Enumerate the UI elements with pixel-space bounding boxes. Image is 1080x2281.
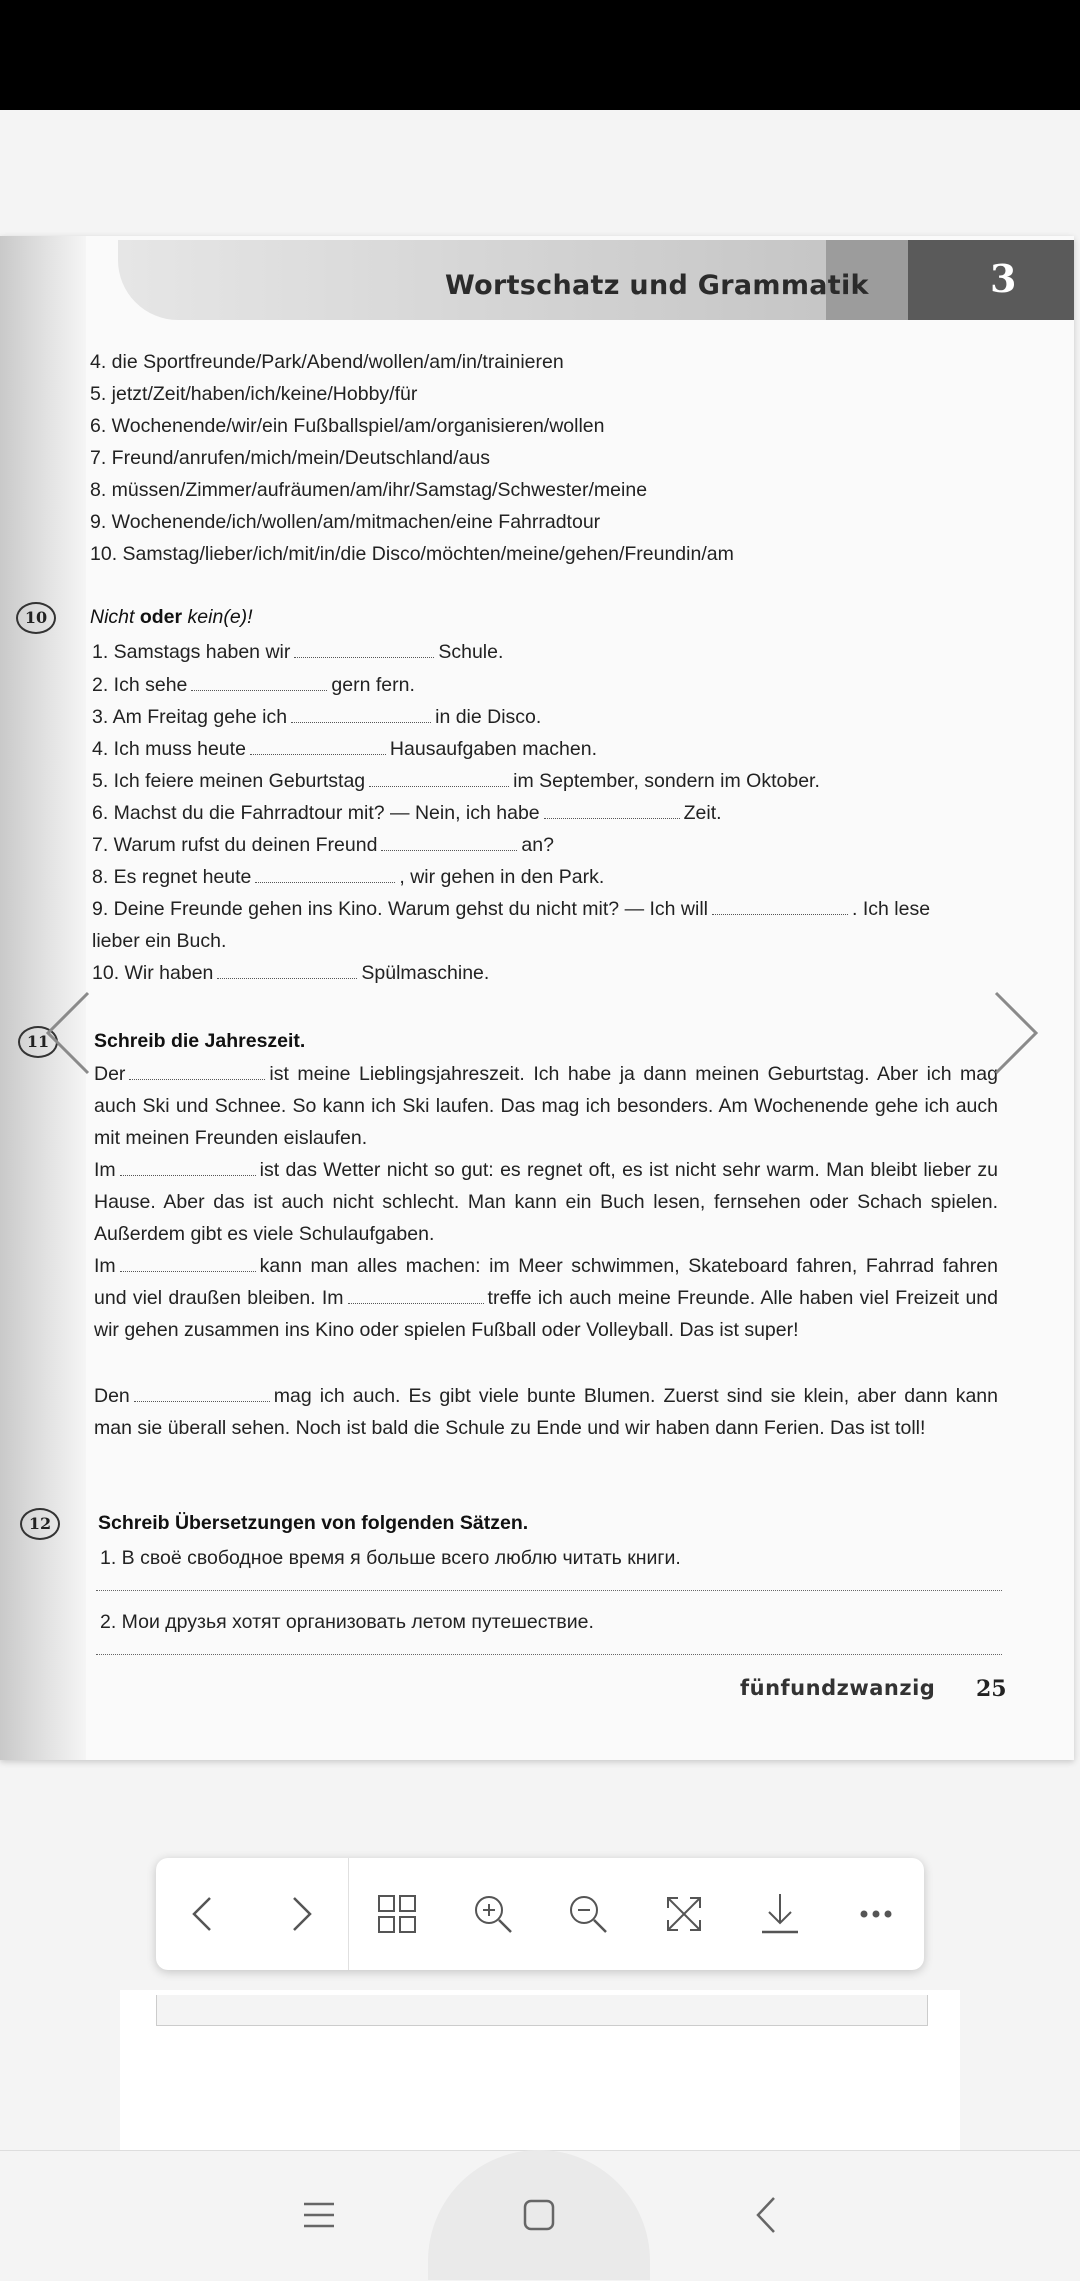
download-icon — [756, 1890, 804, 1938]
answer-blank — [294, 643, 434, 658]
item-text: Hausaufgaben machen. — [389, 738, 597, 760]
answer-blank — [255, 868, 395, 883]
prev-page-button[interactable] — [156, 1858, 252, 1970]
menu-lines-icon — [294, 2190, 344, 2240]
item-text: im September, sondern im Oktober. — [513, 770, 820, 792]
back-chevron-icon — [742, 2190, 792, 2240]
more-options-button[interactable] — [828, 1858, 924, 1970]
zoom-out-icon — [564, 1890, 612, 1938]
item-text: an? — [521, 834, 554, 856]
para-text: Im — [94, 1255, 116, 1277]
exercise-number-badge: 10 — [16, 602, 56, 634]
back-button[interactable] — [742, 2190, 792, 2240]
exercise-title-part: oder — [139, 606, 183, 628]
status-bar — [0, 0, 1080, 110]
translation-sentence: 1. В своё свободное время я больше всего люблю читать книги. — [100, 1547, 681, 1569]
list-item: 8. müssen/Zimmer/aufräumen/am/ihr/Samstag/Schwester/meine — [90, 479, 648, 501]
chevron-right-icon — [276, 1890, 324, 1938]
answer-blank — [134, 1387, 270, 1402]
chevron-left-icon — [26, 988, 116, 1078]
item-text: 6. Machst du die Fahrradtour mit? — Nein, ich habe — [92, 802, 540, 824]
zoom-in-button[interactable] — [445, 1858, 541, 1970]
exercise-title-part: Nicht — [90, 606, 135, 628]
list-item: 10. Samstag/lieber/ich/mit/in/die Disco/möchten/meine/gehen/Freundin/am — [90, 543, 734, 565]
answer-blank — [544, 804, 680, 819]
grid-icon — [373, 1890, 421, 1938]
item-text: 10. Wir haben — [92, 962, 214, 984]
item-text: Zeit. — [683, 802, 722, 824]
fit-screen-button[interactable] — [636, 1858, 732, 1970]
page-number: 25 — [976, 1676, 1007, 1702]
answer-line — [96, 1590, 1002, 1591]
list-item: 9. Wochenende/ich/wollen/am/mitmachen/eine Fahrradtour — [90, 511, 601, 533]
answer-blank — [712, 900, 848, 915]
item-text: in die Disco. — [435, 706, 542, 728]
chevron-right-icon — [968, 988, 1058, 1078]
item-text: 2. Ich sehe — [92, 674, 188, 696]
more-dots-icon — [852, 1890, 900, 1938]
list-item: 6. Wochenende/wir/ein Fußballspiel/am/organisieren/wollen — [90, 415, 605, 437]
item-text: , wir gehen in den Park. — [399, 866, 605, 888]
next-page-button[interactable] — [252, 1858, 348, 1970]
item-text: gern fern. — [331, 674, 415, 696]
chevron-left-icon — [180, 1890, 228, 1938]
exercise-number-badge: 11 — [18, 1026, 58, 1058]
item-text: Schule. — [438, 641, 504, 663]
answer-blank — [381, 836, 517, 851]
chapter-title: Wortschatz und Grammatik — [445, 270, 869, 301]
exercise-item — [92, 897, 930, 921]
page-number-word: fünfundzwanzig — [740, 1676, 936, 1700]
exercise-number-badge: 12 — [20, 1508, 60, 1540]
list-item: 7. Freund/anrufen/mich/mein/Deutschland/aus — [90, 447, 490, 469]
answer-blank — [250, 740, 386, 755]
exercise-item — [92, 673, 415, 697]
para-text: Im — [94, 1159, 116, 1181]
exercise-item — [92, 769, 820, 793]
viewer-toolbar — [156, 1858, 924, 1970]
zoom-out-button[interactable] — [541, 1858, 637, 1970]
answer-blank — [369, 772, 509, 787]
para-text: ist das Wetter nicht so gut: es regnet oft, es ist nicht sehr warm. Man bleibt lieber zu Hause. Aber das ist auch nicht schlecht. Man kann ein Buch lesen, fernsehen oder Schach spielen. Außerdem gibt es viele Schulaufgaben. — [94, 1159, 998, 1245]
para-text: mag ich auch. Es gibt viele bunte Blumen. Zuerst sind sie klein, aber dann kann man sie überall sehen. Noch ist bald die Schule zu Ende und wir haben dann Ferien. Das ist toll! — [94, 1385, 998, 1439]
exercise-item — [92, 801, 722, 825]
text-paragraph — [94, 1380, 998, 1444]
download-button[interactable] — [732, 1858, 828, 1970]
text-paragraph — [94, 1058, 998, 1154]
recent-apps-button[interactable] — [294, 2190, 344, 2240]
item-text: 1. Samstags haben wir — [92, 641, 291, 663]
answer-blank — [120, 1161, 256, 1176]
exercise-item — [92, 737, 597, 761]
text-paragraph — [94, 1250, 998, 1346]
home-square-icon — [514, 2190, 564, 2240]
item-text: 4. Ich muss heute — [92, 738, 246, 760]
exercise-title-part: kein(e)! — [187, 606, 253, 628]
scanned-page — [0, 236, 1074, 1760]
next-page-arrow[interactable] — [968, 988, 1058, 1078]
next-page-preview-frame — [156, 1995, 928, 2026]
item-text: 3. Am Freitag gehe ich — [92, 706, 288, 728]
exercise-item: lieber ein Buch. — [92, 930, 227, 952]
answer-blank — [348, 1289, 484, 1304]
exercise-item — [92, 865, 604, 889]
para-text: Den — [94, 1385, 130, 1407]
answer-line — [96, 1654, 1002, 1655]
zoom-in-icon — [469, 1890, 517, 1938]
item-text: . Ich lese — [852, 898, 931, 920]
chapter-number: 3 — [990, 256, 1017, 301]
home-button[interactable] — [514, 2190, 564, 2240]
previous-page-arrow[interactable] — [26, 988, 116, 1078]
item-text: Spülmaschine. — [361, 962, 490, 984]
answer-blank — [191, 676, 327, 691]
answer-blank — [129, 1065, 265, 1080]
answer-blank — [120, 1257, 256, 1272]
fullscreen-icon — [660, 1890, 708, 1938]
exercise-item — [92, 640, 503, 664]
exercise-title — [90, 606, 253, 629]
para-text: kann man alles machen: im Meer schwimmen, Skateboard fahren, Fahrrad fahren und viel draußen bleiben. Im — [94, 1255, 998, 1309]
exercise-title: Schreib Übersetzungen von folgenden Sätzen. — [98, 1512, 529, 1534]
item-text: 8. Es regnet heute — [92, 866, 252, 888]
exercise-item — [92, 961, 489, 985]
list-item: 4. die Sportfreunde/Park/Abend/wollen/am/in/trainieren — [90, 351, 564, 373]
exercise-item — [92, 833, 554, 857]
para-text: ist meine Lieblingsjahreszeit. Ich habe ja dann meinen Geburtstag. Aber ich mag auch Ski und Schnee. So kann ich Ski laufen. Das mag ich besonders. Am Wochenende gehe ich auch mit meinen Freunden eislaufen. — [94, 1063, 998, 1149]
exercise-item — [92, 705, 541, 729]
translation-sentence: 2. Мои друзья хотят организовать летом путешествие. — [100, 1611, 594, 1633]
para-text: Der — [94, 1063, 126, 1085]
thumbnails-button[interactable] — [349, 1858, 445, 1970]
list-item: 5. jetzt/Zeit/haben/ich/keine/Hobby/für — [90, 383, 418, 405]
item-text: 7. Warum rufst du deinen Freund — [92, 834, 378, 856]
item-text: 5. Ich feiere meinen Geburtstag — [92, 770, 366, 792]
item-text: 9. Deine Freunde gehen ins Kino. Warum gehst du nicht mit? — Ich will — [92, 898, 708, 920]
exercise-title: Schreib die Jahreszeit. — [94, 1030, 306, 1052]
answer-blank — [291, 708, 431, 723]
para-text: treffe ich auch meine Freunde. Alle haben viel Freizeit und wir gehen zusammen ins Kino oder spielen Fußball oder Volleyball. Das ist super! — [94, 1287, 998, 1341]
text-paragraph — [94, 1154, 998, 1250]
answer-blank — [217, 964, 357, 979]
